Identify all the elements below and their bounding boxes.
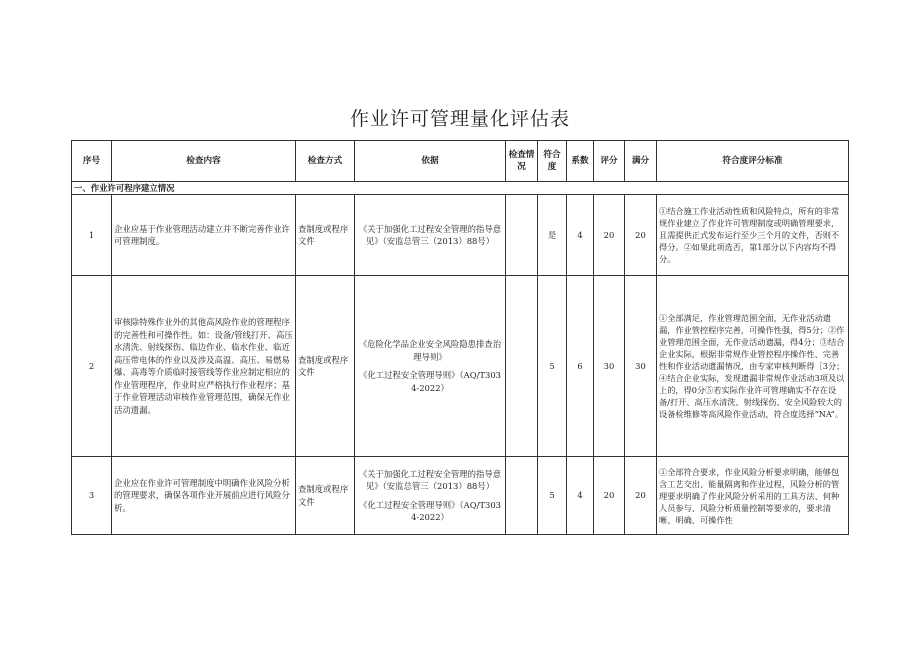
row-no: 2 bbox=[72, 276, 112, 457]
section-row bbox=[72, 182, 849, 195]
header-situation: 检查情况 bbox=[506, 141, 538, 182]
basis-item: 《化工过程安全管理导则》（AQ/T3034-2022） bbox=[359, 499, 501, 522]
row-score: 20 bbox=[594, 195, 625, 276]
row-compliance: 5 bbox=[538, 276, 567, 457]
row-coefficient: 6 bbox=[567, 276, 594, 457]
row-no: 1 bbox=[72, 195, 112, 276]
row-method: 查制度或程序文件 bbox=[296, 276, 355, 457]
header-content: 检查内容 bbox=[112, 141, 296, 182]
row-standard: ①全部符合要求，作业风险分析要求明确，能够包含工艺交出、能量隔离和作业过程，风险分析的管理要求明确了作业风险分析采用的工具方法、何种人员参与、风险分析质量控制等要求的，要求清晰、明确、可操作性 bbox=[657, 457, 849, 535]
row-basis bbox=[355, 457, 506, 535]
basis-item: 《危险化学品企业安全风险隐患排查治理导则》 bbox=[358, 339, 502, 362]
assessment-table bbox=[71, 140, 849, 535]
row-compliance: 是 bbox=[538, 195, 567, 276]
row-method: 查制度或程序文件 bbox=[296, 195, 355, 276]
row-situation bbox=[506, 276, 538, 457]
page-title: 作业许可管理量化评估表 bbox=[349, 108, 570, 130]
header-basis: 依据 bbox=[355, 141, 506, 182]
header-no: 序号 bbox=[72, 141, 112, 182]
row-full-score: 20 bbox=[625, 457, 657, 535]
row-coefficient: 4 bbox=[567, 457, 594, 535]
row-method: 查制度或程序文件 bbox=[296, 457, 355, 535]
basis-item: 《关于加强化工过程安全管理的指导意见》（安监总管三（2013）88号） bbox=[358, 223, 502, 246]
basis-item: 《关于加强化工过程安全管理的指导意见》（安监总管三（2013）88号） bbox=[358, 468, 502, 491]
header-compliance: 符合度 bbox=[538, 141, 567, 182]
header-method: 检查方式 bbox=[296, 141, 355, 182]
header-full-score: 满分 bbox=[625, 141, 657, 182]
row-basis bbox=[355, 195, 506, 276]
row-content: 企业应基于作业管理活动建立并不断完善作业许可管理制度。 bbox=[112, 195, 296, 276]
header-standard: 符合度评分标准 bbox=[657, 141, 849, 182]
row-situation bbox=[506, 457, 538, 535]
row-standard: ①结合施工作业活动性质和风险特点，所有的非常规作业建立了作业许可管理制度或明确管理要求，且需提供正式发布运行至少三个月的文件，否则不得分。②如果此项选否，第1部分以下内容均不得分。 bbox=[657, 195, 849, 276]
header-coefficient: 系数 bbox=[567, 141, 594, 182]
row-situation bbox=[506, 195, 538, 276]
section-title: 一、作业许可程序建立情况 bbox=[72, 182, 849, 195]
header-row bbox=[72, 141, 849, 182]
row-score: 30 bbox=[594, 276, 625, 457]
row-coefficient: 4 bbox=[567, 195, 594, 276]
table-row bbox=[72, 457, 849, 535]
row-basis bbox=[355, 276, 506, 457]
header-score: 评分 bbox=[594, 141, 625, 182]
row-score: 20 bbox=[594, 457, 625, 535]
table-row bbox=[72, 276, 849, 457]
row-no: 3 bbox=[72, 457, 112, 535]
basis-item: 《化工过程安全管理导则》（AQ/T3034-2022） bbox=[359, 370, 501, 393]
row-standard: ①全部满足，作业管理范围全面，无作业活动遗漏，作业管控程序完善，可操作性强，得5分；②作业管理范围全面，无作业活动遗漏，得4分；③结合企业实际，根据非常规作业管控程序操作性、完善性和作业活动遗漏情况，由专家审核判断得［3分；④结合企业实际，发现遗漏非常规作业活动3项及以上的，得0分⑤若实际作业许可管理确实不存在设备/打开、高压水清洗、射线探伤、安全风险较大的设备检维修等高风险作业活动，符合度选择“NA”。 bbox=[657, 276, 849, 457]
row-full-score: 20 bbox=[625, 195, 657, 276]
table-row bbox=[72, 195, 849, 276]
row-content: 企业应在作业许可管理制度中明确作业风险分析的管理要求，确保各项作业开展前应进行风险分析。 bbox=[112, 457, 296, 535]
row-content: 审核除特殊作业外的其他高风险作业的管理程序的完善性和可操作性。如：设备/管线打开、高压水清洗、射线探伤、临边作业、临水作业、临近高压带电体的作业以及涉及高温、高压、易燃易爆、高毒等介质临时接管线等作业应制定相应的作业管理程序，作业时应严格执行作业程序；基于作业管理活动审核作业管理范围，确保无作业活动遗漏。 bbox=[112, 276, 296, 457]
row-compliance: 5 bbox=[538, 457, 567, 535]
row-full-score: 30 bbox=[625, 276, 657, 457]
